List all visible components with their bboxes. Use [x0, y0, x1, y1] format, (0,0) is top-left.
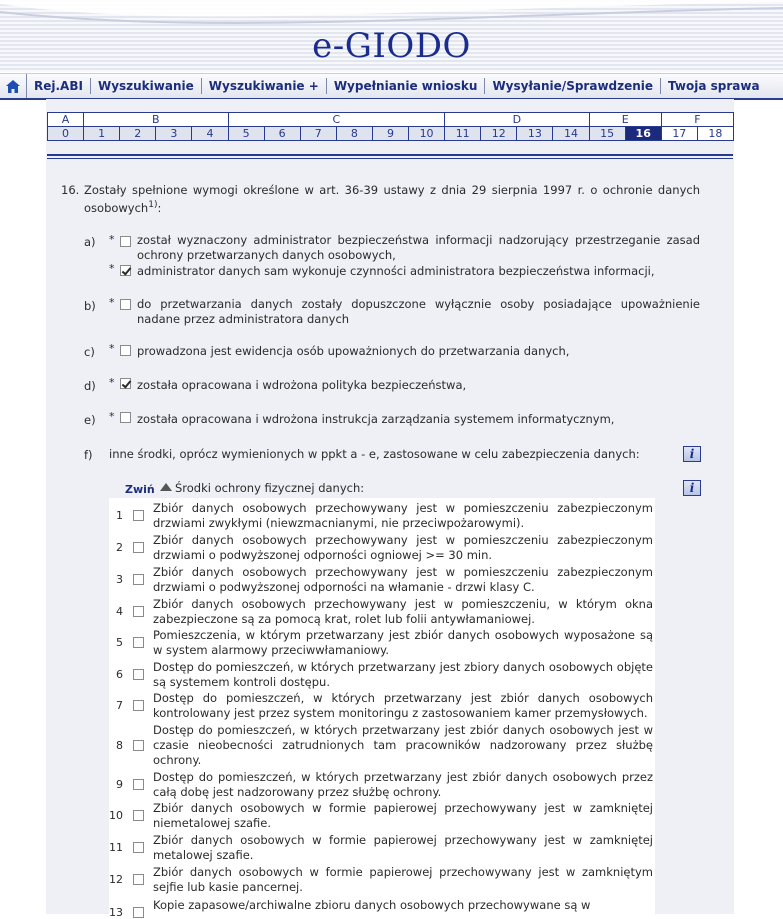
item-checkbox[interactable] [133, 606, 144, 617]
collapse-arrow-icon[interactable] [160, 483, 172, 491]
step-4[interactable]: 4 [192, 127, 228, 141]
item-number: 11 [109, 841, 123, 854]
panel-header [109, 478, 655, 498]
nav-wypelnianie-wniosku[interactable]: Wypełnianie wniosku [327, 78, 486, 94]
step-6[interactable]: 6 [264, 127, 300, 141]
step-numbers [48, 127, 734, 141]
item-text: Pomieszczenia, w którym przetwarzany jest zbiór danych osobowych wyposażone są w system alarmowy przeciwwłamaniowy. [153, 628, 653, 657]
item-checkbox[interactable] [133, 700, 144, 711]
header [0, 0, 783, 72]
step-16-current[interactable]: 16 [625, 127, 661, 141]
item-number: 10 [109, 809, 123, 822]
step-12[interactable]: 12 [481, 127, 517, 141]
item-number: 9 [116, 778, 123, 791]
option-a-abi-checkbox[interactable] [120, 236, 131, 247]
option-a-label: a) [84, 235, 96, 249]
item-number: 7 [116, 699, 123, 712]
nav-wyszukiwanie[interactable]: Wyszukiwanie [91, 78, 202, 94]
item-number: 6 [116, 668, 123, 681]
item-number: 1 [116, 509, 123, 522]
nav-rej-abi[interactable]: Rej.ABI [27, 78, 91, 94]
item-checkbox[interactable] [133, 574, 144, 585]
step-5[interactable]: 5 [228, 127, 264, 141]
step-3[interactable]: 3 [156, 127, 192, 141]
section-e[interactable]: E [589, 113, 661, 127]
section-d[interactable]: D [445, 113, 589, 127]
item-text: Dostęp do pomieszczeń, w których przetwarzany jest zbiór danych osobowych przez całą dobę jest nadzorowany przez służbę ochrony. [153, 770, 653, 799]
step-13[interactable]: 13 [517, 127, 553, 141]
panel-info-icon[interactable]: i [683, 480, 701, 496]
item-text: Zbiór danych osobowych w formie papierowej przechowywany jest w zamkniętym sejfie lub kasie pancernej. [153, 865, 653, 894]
item-text: Dostęp do pomieszczeń, w których przetwarzany jest zbiór danych osobowych jest w czasie nieobecności zatrudnionych tam pracowników nadzorowany przez służbę ochrony. [153, 723, 653, 767]
step-2[interactable]: 2 [120, 127, 156, 141]
question-suffix: : [157, 200, 162, 215]
option-f-text: inne środki, oprócz wymienionych w ppkt a - e, zastosowane w celu zabezpieczenia danych: [109, 447, 640, 461]
app-title: e-GIODO [312, 26, 471, 66]
option-b-label: b) [84, 299, 96, 313]
required-marker: * [109, 262, 115, 275]
option-e-label: e) [84, 413, 96, 427]
item-number: 2 [116, 541, 123, 554]
question-text [84, 183, 700, 216]
option-d-text: została opracowana i wdrożona polityka bezpieczeństwa, [137, 378, 467, 392]
separator-line-thin [47, 158, 733, 159]
item-checkbox[interactable] [133, 542, 144, 553]
option-b-checkbox[interactable] [120, 299, 131, 310]
item-number: 4 [116, 605, 123, 618]
step-15[interactable]: 15 [589, 127, 625, 141]
item-number: 5 [116, 636, 123, 649]
required-marker: * [109, 342, 115, 355]
option-a-admin-checkbox[interactable] [120, 265, 131, 276]
nav-wyszukiwanie-plus[interactable]: Wyszukiwanie + [202, 78, 327, 94]
step-navigator [47, 112, 734, 141]
step-11[interactable]: 11 [445, 127, 481, 141]
item-text: Dostęp do pomieszczeń, w których przetwarzany jest zbiory danych osobowych objęte są systemem kontroli dostępu. [153, 660, 653, 689]
item-text: Zbiór danych osobowych przechowywany jest w pomieszczeniu zabezpieczonym drzwiami zwykłymi (niewzmacnianymi, nie przeciwpożarowymi). [153, 501, 653, 530]
item-checkbox[interactable] [133, 842, 144, 853]
nav-wysylanie-sprawdzenie[interactable]: Wysyłanie/Sprawdzenie [485, 78, 661, 94]
option-c-text: prowadzona jest ewidencja osób upoważnionych do przetwarzania danych, [137, 344, 570, 358]
panel-title: Środki ochrony fizycznej danych: [175, 481, 365, 495]
item-text: Zbiór danych osobowych przechowywany jest w pomieszczeniu zabezpieczonym drzwiami o podwyższonej odporności na włamanie - drzwi klasy C. [153, 565, 653, 594]
item-checkbox[interactable] [133, 740, 144, 751]
section-f[interactable]: F [661, 113, 733, 127]
item-checkbox[interactable] [133, 779, 144, 790]
item-checkbox[interactable] [133, 669, 144, 680]
item-checkbox[interactable] [133, 810, 144, 821]
required-marker: * [109, 376, 115, 389]
footnote-ref[interactable]: 1) [148, 200, 158, 210]
home-button[interactable] [0, 74, 27, 98]
item-text: Zbiór danych osobowych przechowywany jest w pomieszczeniu zabezpieczonym drzwiami o podwyższonej odporności ogniowej >= 30 min. [153, 533, 653, 562]
section-b[interactable]: B [84, 113, 228, 127]
collapse-button[interactable]: Zwiń [125, 483, 155, 496]
item-checkbox[interactable] [133, 510, 144, 521]
option-e-checkbox[interactable] [120, 412, 131, 423]
step-0[interactable]: 0 [48, 127, 84, 141]
item-number: 8 [116, 739, 123, 752]
step-sections [48, 113, 734, 127]
nav-twoja-sprawa[interactable]: Twoja sprawa [668, 79, 760, 93]
section-c[interactable]: C [228, 113, 445, 127]
main-nav [0, 73, 783, 100]
step-17[interactable]: 17 [661, 127, 697, 141]
info-icon[interactable]: i [683, 446, 701, 462]
item-checkbox[interactable] [133, 907, 144, 918]
option-f-label: f) [84, 448, 93, 462]
step-14[interactable]: 14 [553, 127, 589, 141]
home-icon [6, 80, 20, 93]
option-b-text: do przetwarzania danych zostały dopuszczone wyłącznie osoby posiadające upoważnienie nadane przez administratora danych [137, 297, 700, 326]
option-a-abi-text: został wyznaczony administrator bezpieczeństwa informacji nadzorujący przestrzeganie zasad ochrony przetwarzanych danych osobowych, [137, 233, 700, 262]
required-marker: * [109, 410, 115, 423]
step-7[interactable]: 7 [300, 127, 336, 141]
option-a-admin-text: administrator danych sam wykonuje czynności administratora bezpieczeństwa informacji, [137, 264, 655, 278]
separator-line [47, 154, 733, 156]
option-c-label: c) [84, 345, 95, 359]
item-text: Dostęp do pomieszczeń, w których przetwarzany jest zbiór danych osobowych kontrolowany jest przez system monitoringu z zastosowaniem kamer przemysłowych. [153, 691, 653, 720]
question-number: 16. [61, 183, 80, 197]
item-text: Kopie zapasowe/archiwalne zbioru danych osobowych przechowywane są w [153, 898, 591, 912]
item-text: Zbiór danych osobowych przechowywany jest w pomieszczeniu, w którym okna zabezpieczone są za pomocą krat, rolet lub folii antywłamaniowej. [153, 597, 653, 626]
option-c-checkbox[interactable] [120, 345, 131, 356]
item-number: 3 [116, 573, 123, 586]
step-1[interactable]: 1 [84, 127, 120, 141]
item-text: Zbiór danych osobowych w formie papierowej przechowywany jest w zamkniętej metalowej szafie. [153, 833, 653, 862]
item-text: Zbiór danych osobowych w formie papierowej przechowywany jest w zamkniętej niemetalowej szafie. [153, 801, 653, 830]
physical-protection-panel [109, 478, 655, 919]
step-18[interactable]: 18 [697, 127, 733, 141]
item-number: 12 [109, 873, 123, 886]
option-d-checkbox[interactable] [120, 378, 131, 389]
step-8[interactable]: 8 [336, 127, 372, 141]
item-number: 13 [109, 906, 123, 919]
item-checkbox[interactable] [133, 637, 144, 648]
step-9[interactable]: 9 [372, 127, 408, 141]
section-a[interactable]: A [48, 113, 84, 127]
required-marker: * [109, 233, 115, 246]
step-10[interactable]: 10 [408, 127, 444, 141]
question-body: Zostały spełnione wymogi określone w art. 36-39 ustawy z dnia 29 sierpnia 1997 r. o ochronie danych osobowych [84, 183, 700, 215]
required-marker: * [109, 296, 115, 309]
option-e-text: została opracowana i wdrożona instrukcja zarządzania systemem informatycznym, [137, 412, 615, 426]
item-checkbox[interactable] [133, 874, 144, 885]
option-d-label: d) [84, 379, 96, 393]
